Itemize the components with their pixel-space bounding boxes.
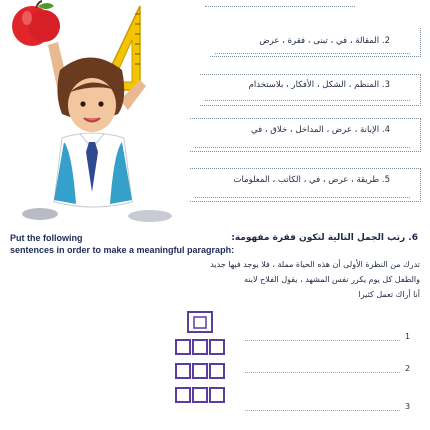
answer-number-2: 2 (405, 364, 411, 373)
question-3-answer-line (205, 100, 410, 101)
question-4-text: 4. الإبانة ، عرض ، المداخل ، خلاق ، في (251, 125, 390, 135)
english-instruction-line-1: Put the following (10, 233, 83, 243)
question-4-answer-line (195, 147, 410, 148)
top-partial-line (205, 6, 355, 7)
question-3-text: 3. المنظم ، الشكل ، الأفكار ، بلاستخدام (248, 80, 390, 90)
english-instruction-line-2: sentences in order to make a meaningful paragraph: (10, 245, 235, 255)
answer-number-3: 3 (405, 402, 411, 411)
question-box-3 (200, 74, 421, 106)
question-5-text: 5. طريقة ، عرض ، في ، الكاتب ، المعلومات (233, 175, 390, 185)
paragraph-line-2: والطفل كل يوم يكرر نفس المشهد ، يقول الفلاح لابنه (244, 275, 420, 284)
question-2-text: 2. المقالة ، في ، تبنى ، فقرة ، عرض (259, 36, 390, 46)
answer-line-3[interactable] (245, 410, 400, 411)
question-2-answer-line (215, 53, 410, 54)
arabic-instruction-title: 6. رتب الجمل التالية لتكون فقرة مفهومة: (231, 233, 418, 243)
student-illustration (0, 0, 190, 225)
answer-line-2[interactable] (245, 372, 400, 373)
paragraph-line-3: أنا أراك تعمل كثيرا (358, 290, 420, 299)
question-5-answer-line (195, 197, 410, 198)
answer-line-1[interactable] (245, 340, 400, 341)
building-illustration (170, 308, 230, 430)
answer-number-1: 1 (405, 332, 411, 341)
paragraph-line-1: تدرك من النظرة الأولى أن هذه الحياة مملة ، فلا يوجد فيها جديد (210, 260, 420, 269)
apple-icon (12, 1, 60, 46)
